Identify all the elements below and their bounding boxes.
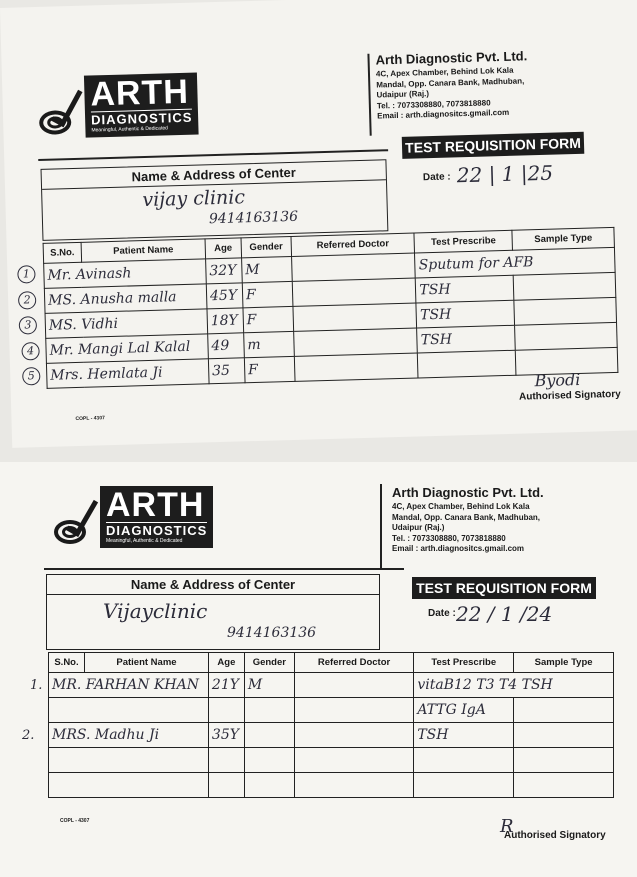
patient-table [48,652,614,798]
form-date: 22 / 1 /24 [456,602,553,626]
form-date: 22 | 1 |25 [456,160,554,188]
company-address-2: Mandal, Opp. Canara Bank, Madhuban, [392,512,541,522]
test-prescribed [414,748,514,773]
header-rule [44,568,404,570]
company-tel: Tel. : 7073308880, 7073818880 [392,533,506,543]
form-title: TEST REQUISITION FORM [402,132,585,159]
patient-name [49,773,209,798]
copl-code: COPL - 4307 [75,415,105,423]
center-phone: 9414163136 [208,208,299,228]
patient-gender: F [242,281,293,307]
center-name: Vijayclinic [103,599,208,623]
col-referred-doctor: Referred Doctor [291,233,415,256]
patient-gender [244,698,294,723]
date-label: Date : [422,171,451,184]
row-mark: 2 [18,291,36,309]
test-prescribed: TSH [417,325,515,353]
company-tel: Tel. : 7073308880, 7073818880 [376,97,491,111]
referred-doctor [294,673,414,698]
patient-age: 21Y [208,673,244,698]
patient-name: Mrs. Hemlata Ji [46,359,209,389]
referred-doctor [291,253,415,281]
row-mark: 2. [22,728,35,743]
patient-age: 18Y [207,308,244,334]
logo-sub: DIAGNOSTICS [90,109,193,128]
center-title: Name & Address of Center [47,575,379,595]
row-mark: 4 [21,342,39,360]
row-mark: 1. [30,678,43,693]
signature: Byodi [534,369,581,391]
test-prescribed: TSH [414,723,514,748]
company-info [375,47,529,122]
authorised-signatory: Authorised Signatory [518,388,621,403]
company-address-1: 4C, Apex Chamber, Behind Lok Kala [375,65,514,79]
company-info [392,484,544,555]
patient-table [43,227,619,389]
company-address-2: Mandal, Opp. Canara Bank, Madhuban, [376,75,525,90]
referred-doctor [293,328,417,356]
test-prescribed: vitaB12 T3 T4 TSH [414,673,614,698]
requisition-form-2 [0,462,637,877]
company-name: Arth Diagnostic Pvt. Ltd. [392,485,544,500]
col-age: Age [208,653,244,673]
col-age: Age [205,238,242,259]
company-address-1: 4C, Apex Chamber, Behind Lok Kala [392,502,530,511]
sample-type [513,272,615,300]
center-box [46,574,380,650]
header-divider [380,484,382,568]
referred-doctor [294,748,414,773]
table-row [49,748,614,773]
logo-brand: ARTH [89,72,190,114]
copl-code: COPL - 4307 [60,818,90,824]
patient-age: 35 [208,358,245,384]
table-row [49,673,614,698]
patient-age: 49 [208,333,245,359]
company-email: Email : arth.diagnositcs.gmail.com [392,544,525,553]
patient-name: MS. Vidhi [45,309,208,339]
referred-doctor [294,353,418,381]
patient-gender [244,773,294,798]
center-title: Name & Address of Center [42,160,386,190]
col-gender: Gender [244,653,294,673]
col-referred-doctor: Referred Doctor [294,653,414,673]
patient-name: MR. FARHAN KHAN [49,673,209,698]
company-email: Email : arth.diagnositcs.gmail.com [377,107,510,121]
col-gender: Gender [241,236,291,257]
table-row [49,723,614,748]
patient-name: MRS. Madhu Ji [49,723,209,748]
test-prescribed: ATTG IgA [414,698,514,723]
referred-doctor [292,278,416,306]
date-label: Date : [428,608,456,619]
center-box [41,159,389,241]
referred-doctor [294,698,414,723]
col-sno: S.No. [49,653,85,673]
header-rule [38,149,388,160]
sample-type [514,773,614,798]
center-phone: 9414163136 [227,625,317,641]
company-address-3: Udaipur (Raj.) [376,89,430,100]
table-header [49,653,614,673]
arth-logo [50,486,213,548]
patient-age: 45Y [206,283,243,309]
col-sno: S.No. [43,242,82,263]
col-test-prescribe: Test Prescribe [414,230,512,253]
logo-tagline: Meaningful, Authentic & Dedicated [91,125,168,134]
col-patient-name: Patient Name [84,653,208,673]
referred-doctor [294,723,414,748]
col-sample-type: Sample Type [512,227,614,250]
patient-gender [244,748,294,773]
patient-name [49,698,209,723]
patient-gender: F [244,356,295,382]
patient-name: MS. Anusha malla [44,284,207,314]
logo-brand: ARTH [106,486,205,524]
col-patient-name: Patient Name [81,239,205,262]
company-address-3: Udaipur (Raj.) [392,523,445,532]
row-mark: 3 [19,316,37,334]
company-name: Arth Diagnostic Pvt. Ltd. [375,48,528,68]
center-name: vijay clinic [142,186,246,212]
patient-name: Mr. Mangi Lal Kalal [46,334,209,364]
signature: R [500,816,514,837]
col-sample-type: Sample Type [514,653,614,673]
row-mark: 1 [17,265,35,283]
patient-gender: M [241,256,292,282]
patient-age [208,748,244,773]
checkmark-logo-icon [34,76,84,137]
patient-name [49,748,209,773]
sample-type [515,322,617,350]
arth-logo [34,73,199,140]
sample-type [514,723,614,748]
table-row [49,698,614,723]
patient-age [208,773,244,798]
referred-doctor [294,773,414,798]
sample-type [514,698,614,723]
row-mark: 5 [22,367,40,385]
header-divider [367,54,371,136]
test-prescribed [418,350,516,378]
sample-type [514,297,616,325]
referred-doctor [293,303,417,331]
table-row [49,773,614,798]
authorised-signatory: Authorised Signatory [504,830,606,841]
sample-type [514,748,614,773]
patient-name: Mr. Avinash [44,259,207,289]
patient-age: 35Y [208,723,244,748]
patient-age: 32Y [205,258,242,284]
patient-gender [244,723,294,748]
logo-sub: DIAGNOSTICS [106,523,208,538]
patient-gender: m [244,331,295,357]
checkmark-logo-icon [50,486,98,546]
patient-gender: F [243,306,294,332]
test-prescribed: TSH [416,300,514,328]
test-prescribed: Sputum for AFB [415,247,615,278]
logo-tagline: Meaningful, Authentic & Dedicated [106,538,183,544]
test-prescribed: TSH [416,275,514,303]
test-prescribed [414,773,514,798]
patient-age [208,698,244,723]
form-title: TEST REQUISITION FORM [412,577,596,599]
col-test-prescribe: Test Prescribe [414,653,514,673]
patient-gender: M [244,673,294,698]
